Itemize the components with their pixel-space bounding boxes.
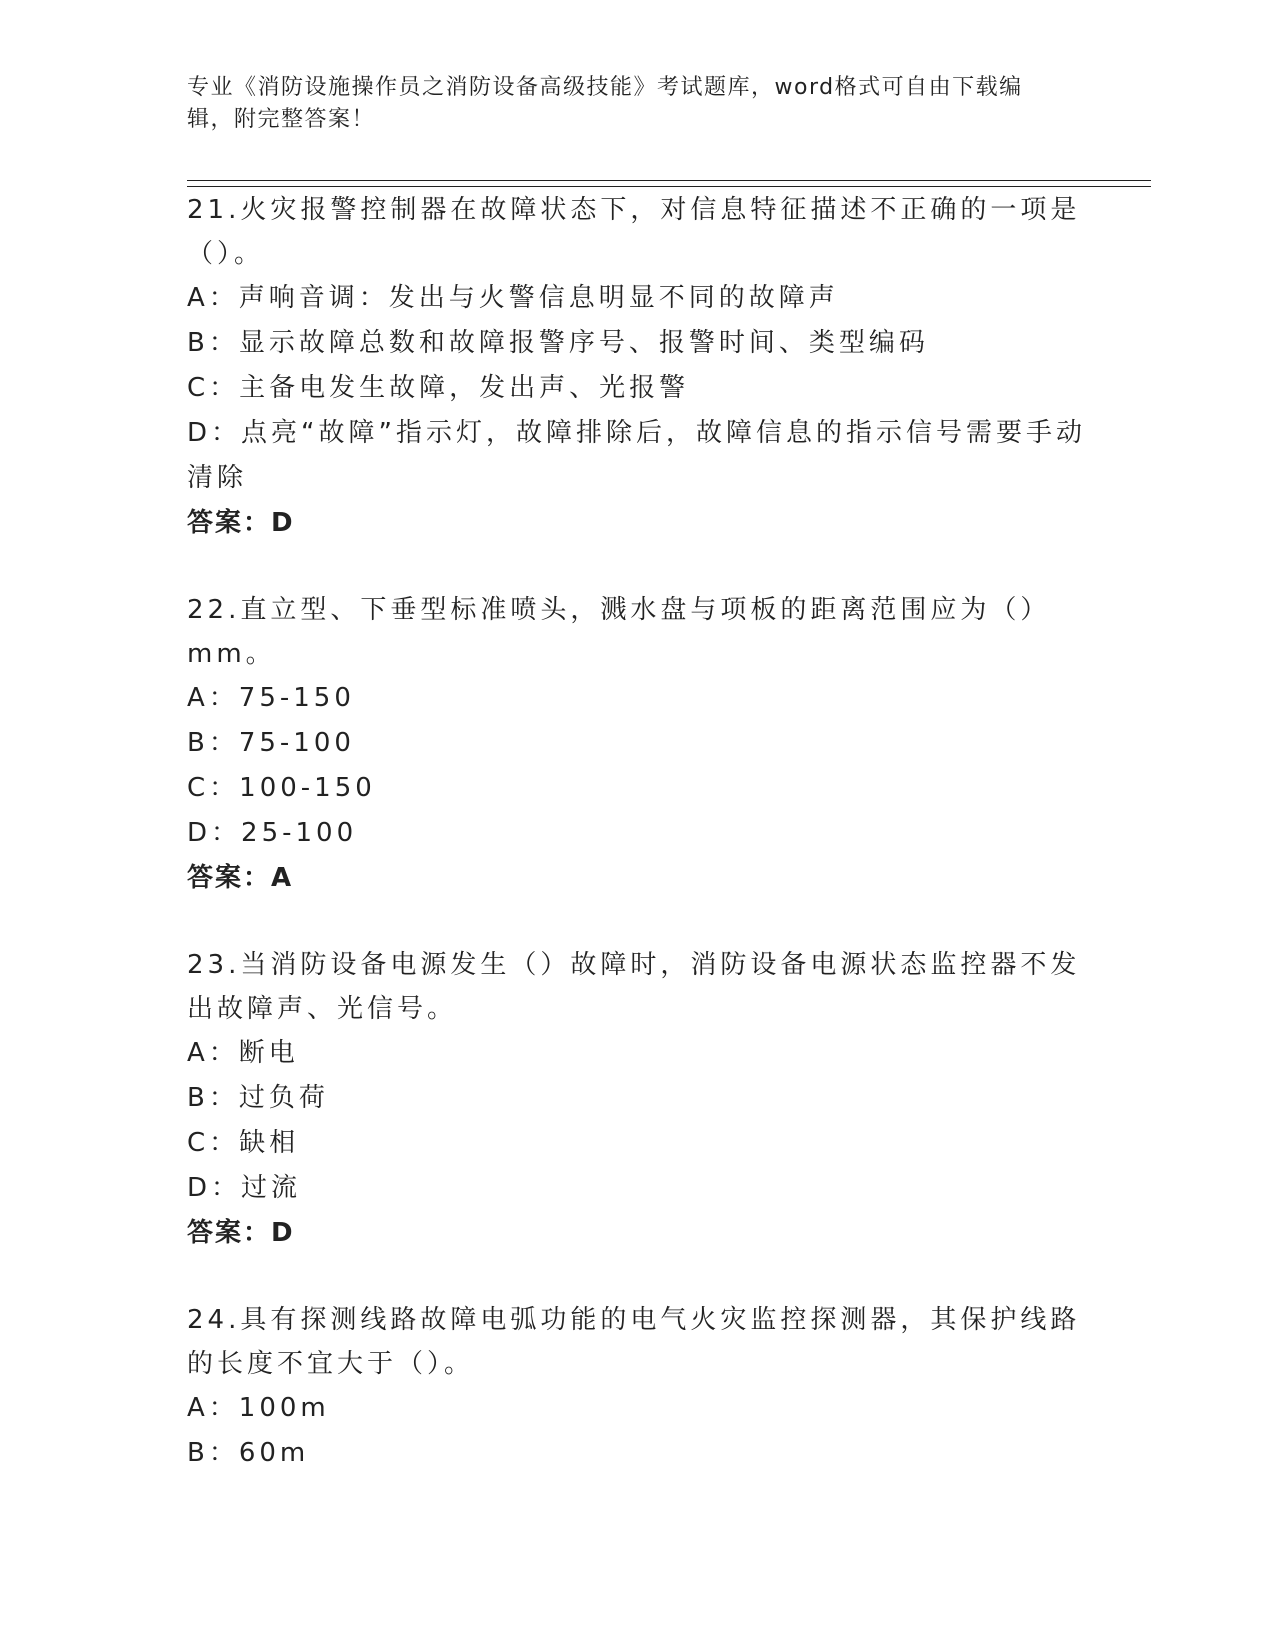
option-a: A：75-150 bbox=[187, 683, 355, 713]
option-a: A：断电 bbox=[187, 1038, 299, 1068]
question-stem: 22.直立型、下垂型标准喷头，溅水盘与项板的距离范围应为（）mm。 bbox=[187, 595, 1051, 669]
question-stem: 24.具有探测线路故障电弧功能的电气火灾监控探测器，其保护线路的长度不宜大于（）。 bbox=[187, 1305, 1081, 1379]
question-22 bbox=[187, 588, 1087, 901]
document-header bbox=[187, 72, 1067, 136]
header-rule-bottom bbox=[187, 186, 1151, 187]
option-c: C：100-150 bbox=[187, 773, 376, 803]
question-23 bbox=[187, 943, 1087, 1256]
option-d: D：过流 bbox=[187, 1173, 302, 1203]
option-b: B：过负荷 bbox=[187, 1083, 329, 1113]
answer-label: 答案：A bbox=[187, 863, 294, 893]
question-21 bbox=[187, 188, 1087, 546]
header-rule-top bbox=[187, 180, 1151, 181]
option-d: D：点亮“故障”指示灯，故障排除后，故障信息的指示信号需要手动清除 bbox=[187, 418, 1086, 493]
option-a: A：声响音调：发出与火警信息明显不同的故障声 bbox=[187, 283, 839, 313]
option-b: B：显示故障总数和故障报警序号、报警时间、类型编码 bbox=[187, 328, 929, 358]
question-list bbox=[187, 188, 1087, 1518]
option-c: C：主备电发生故障，发出声、光报警 bbox=[187, 373, 690, 403]
option-a: A：100m bbox=[187, 1393, 330, 1423]
option-b: B：75-100 bbox=[187, 728, 355, 758]
question-24 bbox=[187, 1298, 1087, 1476]
question-stem: 21.火灾报警控制器在故障状态下，对信息特征描述不正确的一项是（）。 bbox=[187, 195, 1081, 269]
answer-label: 答案：D bbox=[187, 508, 295, 538]
answer-label: 答案：D bbox=[187, 1218, 295, 1248]
option-b: B：60m bbox=[187, 1438, 310, 1468]
option-c: C：缺相 bbox=[187, 1128, 300, 1158]
header-intro-text: 专业《消防设施操作员之消防设备高级技能》考试题库，word格式可自由下载编辑，附完整答案！ bbox=[187, 75, 1023, 132]
option-d: D：25-100 bbox=[187, 818, 358, 848]
question-stem: 23.当消防设备电源发生（）故障时，消防设备电源状态监控器不发出故障声、光信号。 bbox=[187, 950, 1081, 1024]
